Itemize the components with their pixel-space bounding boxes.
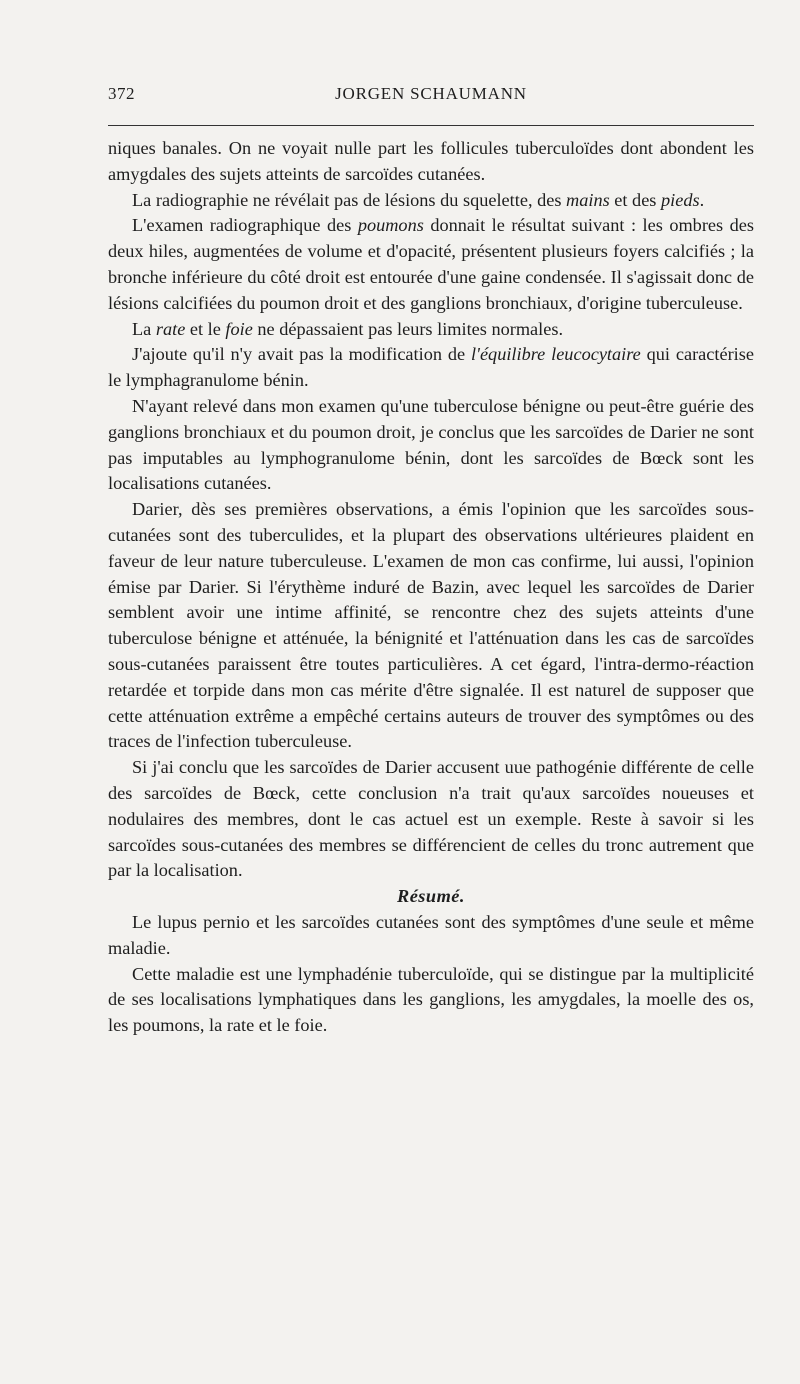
paragraph bbox=[108, 317, 754, 343]
paragraph bbox=[108, 394, 754, 497]
text-run: Le lupus pernio et les sarcoïdes cutanées sont des symptômes d'une seule et même maladie. bbox=[108, 911, 754, 958]
paragraph bbox=[108, 497, 754, 755]
body-paragraphs bbox=[108, 136, 754, 884]
section-title: Résumé. bbox=[397, 886, 465, 907]
italic-text: poumons bbox=[357, 215, 424, 236]
text-run: donnait le résultat suivant : les ombres des deux hiles, augmentées de volume et d'opacité, présentent plusieurs foyers calcifiés ; la bronche inférieure du côté droit est entourée d'une gaine condensée. Il s'agissait donc de lésions calcifiées du poumon droit et des ganglions bronchiaux, d'origine tuberculeuse. bbox=[108, 215, 754, 313]
paragraph bbox=[108, 342, 754, 394]
text-run: N'ayant relevé dans mon examen qu'une tuberculose bénigne ou peut-être guérie des ganglions bronchiaux et du poumon droit, je conclus que les sarcoïdes de Darier ne sont pas imputables au lymphogranulome bénin, dont les sarcoïdes de Bœck sont les localisations cutanées. bbox=[108, 395, 754, 494]
paragraph bbox=[108, 755, 754, 884]
header-rule bbox=[108, 125, 754, 126]
text-run: Darier, dès ses premières observations, a émis l'opinion que les sarcoïdes sous-cutanées sont des tuberculides, et la plupart des observations ultérieures plaident en faveur de leur nature tuberculeuse. L'examen de mon cas confirme, lui aussi, l'opinion émise par Darier. Si l'érythème induré de Bazin, avec lequel les sarcoïdes de Darier semblent avoir une intime affinité, se rencontre chez des sujets atteints d'une tuberculose bénigne et atténuée, la bénignité et l'atténuation dans les cas de sarcoïdes sous-cutanées paraissent être toutes particulières. A cet égard, l'intra-dermo-réaction retardée et torpide dans mon cas mérite d'être signalée. Il est naturel de supposer que cette atténuation extrême a empêché certains auteurs de trouver des symptômes ou des traces de l'infection tuberculeuse. bbox=[108, 499, 754, 752]
text-run: niques banales. On ne voyait nulle part les follicules tuberculoïdes dont abondent les amygdales des sujets atteints de sarcoïdes cutanées. bbox=[108, 138, 754, 184]
page-header bbox=[108, 84, 754, 114]
text-run: La radiographie ne révélait pas de lésions du squelette, des bbox=[132, 189, 567, 210]
running-title: JORGEN SCHAUMANN bbox=[335, 84, 527, 103]
italic-text: pieds bbox=[661, 189, 700, 210]
text-run: Cette maladie est une lymphadénie tuberculoïde, qui se distingue par la multiplicité de ses localisations lymphatiques dans les ganglions, les amygdales, la moelle des os, les poumons, la rate et le foie. bbox=[108, 963, 754, 1036]
summary-paragraph bbox=[108, 962, 754, 1039]
italic-text: mains bbox=[566, 189, 610, 210]
text-run: . bbox=[699, 189, 705, 210]
text-run: L'examen radiographique des bbox=[132, 215, 358, 236]
italic-text: rate bbox=[155, 318, 186, 339]
summary-paragraph bbox=[108, 910, 754, 962]
text-run: qui caractérise le lymphagranulome bénin. bbox=[108, 344, 754, 391]
summary-paragraphs bbox=[108, 910, 754, 1039]
paragraph bbox=[108, 188, 754, 214]
text-run: J'ajoute qu'il n'y avait pas la modification de bbox=[132, 344, 471, 365]
page-body bbox=[108, 136, 754, 1039]
text-run: et le bbox=[185, 318, 226, 339]
italic-text: l'équilibre leucocytaire bbox=[470, 344, 641, 365]
text-run: ne dépassaient pas leurs limites normales. bbox=[252, 318, 564, 339]
text-run: Si j'ai conclu que les sarcoïdes de Darier accusent uue pathogénie différente de celle des sarcoïdes de Bœck, cette conclusion n'a trait qu'aux sarcoïdes noueuses et nodulaires des membres, dont le cas actuel est un exemple. Reste à savoir si les sarcoïdes sous-cutanées des membres se différencient de celles du tronc autrement que par la localisation. bbox=[108, 757, 754, 881]
italic-text: foie bbox=[225, 318, 253, 339]
text-run: La bbox=[132, 318, 156, 339]
paragraph bbox=[108, 213, 754, 316]
paragraph bbox=[108, 136, 754, 188]
page-number: 372 bbox=[108, 84, 135, 103]
text-run: et des bbox=[609, 189, 661, 210]
